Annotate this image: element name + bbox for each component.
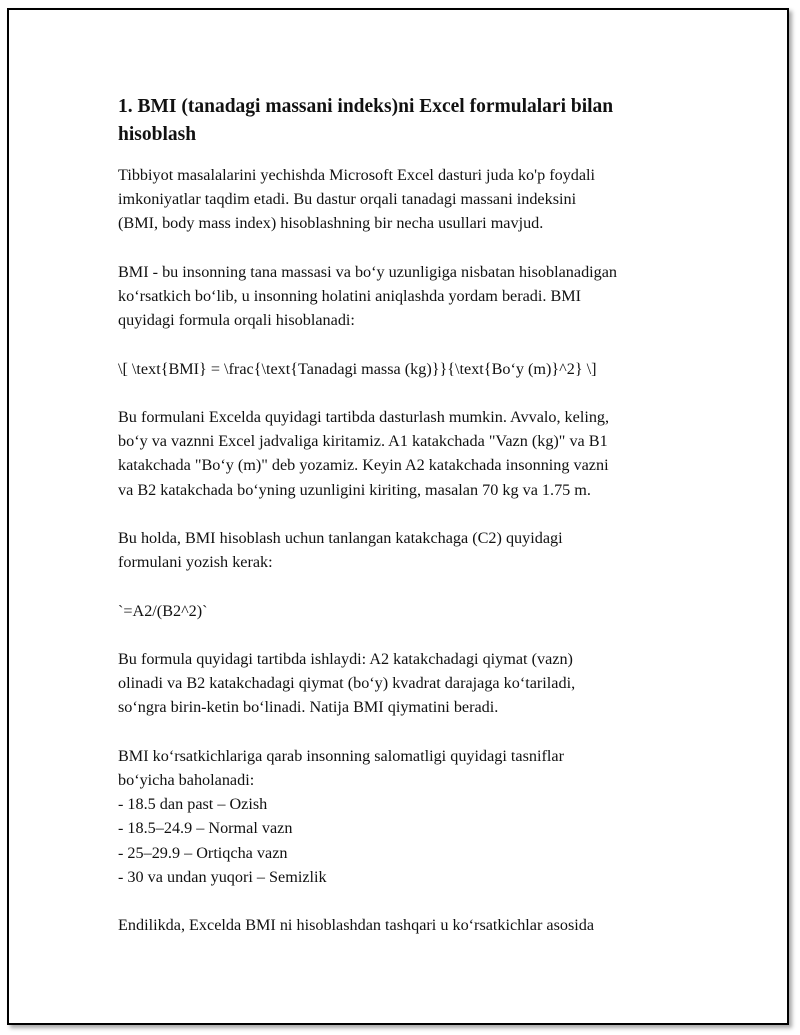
paragraph-formula-latex bbox=[118, 357, 698, 381]
paragraph-conclusion bbox=[118, 913, 698, 937]
text-line: quyidagi formula orqali hisoblanadi: bbox=[118, 311, 355, 330]
text-line: Bu formulani Excelda quyidagi tartibda dasturlash mumkin. Avvalo, keling, bbox=[118, 407, 610, 426]
paragraph-intro bbox=[118, 163, 698, 236]
document-body bbox=[118, 93, 698, 962]
text-line: ko‘rsatkich bo‘lib, u insonning holatini aniqlashda yordam beradi. BMI bbox=[118, 287, 582, 305]
text-line: katakchada "Bo‘y (m)" deb yozamiz. Keyin A2 katakchada insonning vazni bbox=[118, 456, 609, 475]
text-line: imkoniyatlar taqdim etadi. Bu dastur orqali tanadagi massani indeksini bbox=[118, 190, 577, 209]
text-line: bo‘y va vaznni Excel jadvaliga kiritamiz. A1 katakchada "Vazn (kg)" va B1 bbox=[118, 432, 608, 451]
formula-line: `=A2/(B2^2)` bbox=[118, 601, 208, 620]
text-line: formulani yozish kerak: bbox=[118, 553, 273, 572]
paragraph-excel-formula bbox=[118, 599, 698, 623]
text-line: so‘ngra birin-ketin bo‘linadi. Natija BMI qiymatini beradi. bbox=[118, 698, 499, 717]
heading-line: hisoblash bbox=[118, 124, 197, 145]
paragraph-formula-intro bbox=[118, 526, 698, 574]
paragraph-bmi-classification bbox=[118, 744, 698, 889]
text-line: Bu formula quyidagi tartibda ishlaydi: A2 katakchadagi qiymat (vazn) bbox=[118, 649, 573, 668]
heading-line: 1. BMI (tanadagi massani indeks)ni Excel formulalari bilan bbox=[118, 96, 614, 117]
list-item: - 25–29.9 – Ortiqcha vazn bbox=[118, 843, 288, 862]
text-line: va B2 katakchada bo‘yning uzunligini kiriting, masalan 70 kg va 1.75 m. bbox=[118, 480, 591, 499]
text-line: Bu holda, BMI hisoblash uchun tanlangan katakchaga (C2) quyidagi bbox=[118, 528, 563, 547]
text-line: BMI ko‘rsatkichlariga qarab insonning salomatligi quyidagi tasniflar bbox=[118, 746, 564, 765]
section-heading bbox=[118, 93, 698, 149]
paragraph-formula-explanation bbox=[118, 647, 698, 720]
text-line: olinadi va B2 katakchadagi qiymat (bo‘y) kvadrat darajaga ko‘tariladi, bbox=[118, 674, 576, 693]
text-line: Endilikda, Excelda BMI ni hisoblashdan tashqari u ko‘rsatkichlar asosida bbox=[118, 916, 595, 935]
list-item: - 18.5 dan past – Ozish bbox=[118, 795, 268, 814]
list-item: - 18.5–24.9 – Normal vazn bbox=[118, 819, 293, 838]
text-line: Tibbiyot masalalarini yechishda Microsoft Excel dasturi juda ko'p foydali bbox=[118, 166, 596, 184]
text-line: BMI - bu insonning tana massasi va bo‘y uzunligiga nisbatan hisoblanadigan bbox=[118, 262, 618, 281]
formula-line: \[ \text{BMI} = \frac{\text{Tanadagi massa (kg)}}{\text{Bo‘y (m)}^2} \] bbox=[118, 359, 597, 378]
text-line: (BMI, body mass index) hisoblashning bir necha usullari mavjud. bbox=[118, 214, 544, 233]
paragraph-bmi-definition bbox=[118, 260, 698, 333]
text-line: bo‘yicha baholanadi: bbox=[118, 770, 255, 789]
paragraph-excel-setup bbox=[118, 405, 698, 502]
list-item: - 30 va undan yuqori – Semizlik bbox=[118, 867, 327, 886]
